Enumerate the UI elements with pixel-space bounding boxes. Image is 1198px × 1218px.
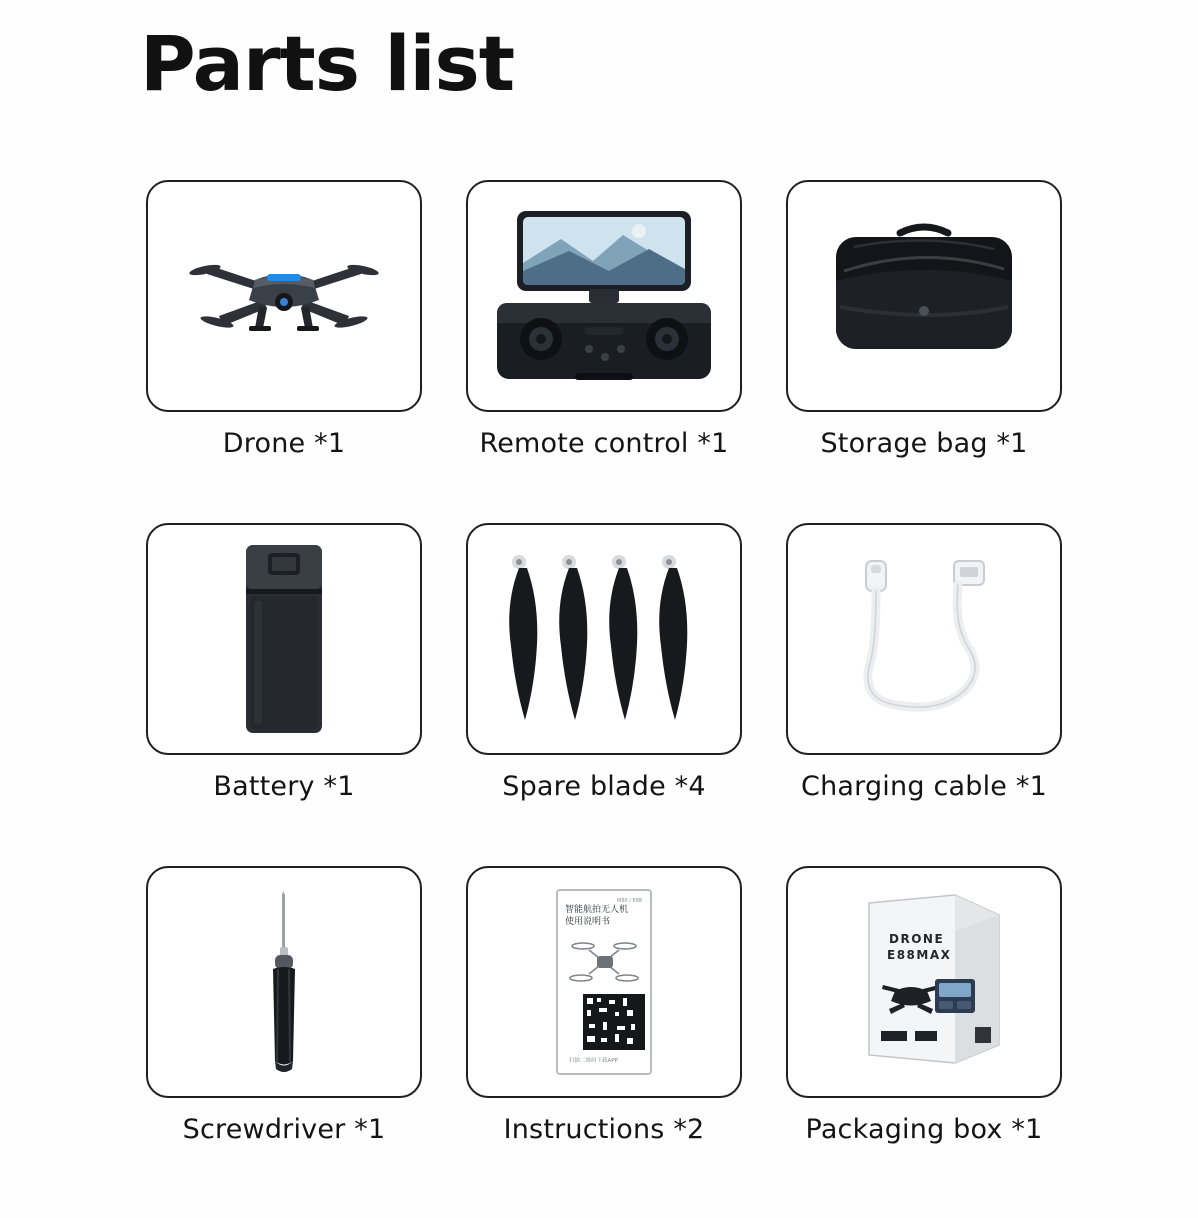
list-item [124,866,444,1209]
list-item-label: Battery *1 [213,771,355,802]
spare-blade-icon [489,544,719,734]
list-item [764,866,1084,1209]
battery-icon [224,539,344,739]
remote-control-icon [489,199,719,394]
list-item [124,180,444,523]
storage-bag-icon [814,211,1034,381]
list-item-label: Charging cable *1 [801,771,1047,802]
list-item-label: Spare blade *4 [502,771,706,802]
drone-icon [159,196,409,396]
instructions-icon [539,882,669,1082]
parts-grid [124,180,1084,1209]
list-item [444,523,764,866]
part-image-frame [146,523,422,755]
list-item-label: Remote control *1 [479,428,729,459]
part-image-frame [146,180,422,412]
list-item-label: Screwdriver *1 [182,1114,386,1145]
screwdriver-icon [239,885,329,1080]
list-item [764,523,1084,866]
svg-text:扫描二维码下载APP: 扫描二维码下载APP [569,1058,618,1064]
part-image-frame [786,523,1062,755]
list-item-label: Packaging box *1 [805,1114,1043,1145]
part-image-frame [146,866,422,1098]
list-item-label: Storage bag *1 [820,428,1028,459]
packaging-box-icon [829,887,1019,1077]
list-item [444,866,764,1209]
part-image-frame [466,523,742,755]
list-item [124,523,444,866]
charging-cable-icon [814,549,1034,729]
part-image-frame [786,180,1062,412]
svg-text:使用说明书: 使用说明书 [565,917,611,927]
svg-text:DRONE: DRONE [889,932,945,946]
page-title: Parts list [140,19,515,108]
part-image-frame [466,866,742,1098]
list-item [764,180,1084,523]
list-item-label: Instructions *2 [503,1114,705,1145]
part-image-frame [466,180,742,412]
svg-text:E88MAX: E88MAX [887,948,952,962]
list-item-label: Drone *1 [222,428,346,459]
svg-text:智能航拍无人机: 智能航拍无人机 [565,905,629,915]
list-item [444,180,764,523]
svg-text:M80 / E88: M80 / E88 [617,898,643,904]
part-image-frame [786,866,1062,1098]
